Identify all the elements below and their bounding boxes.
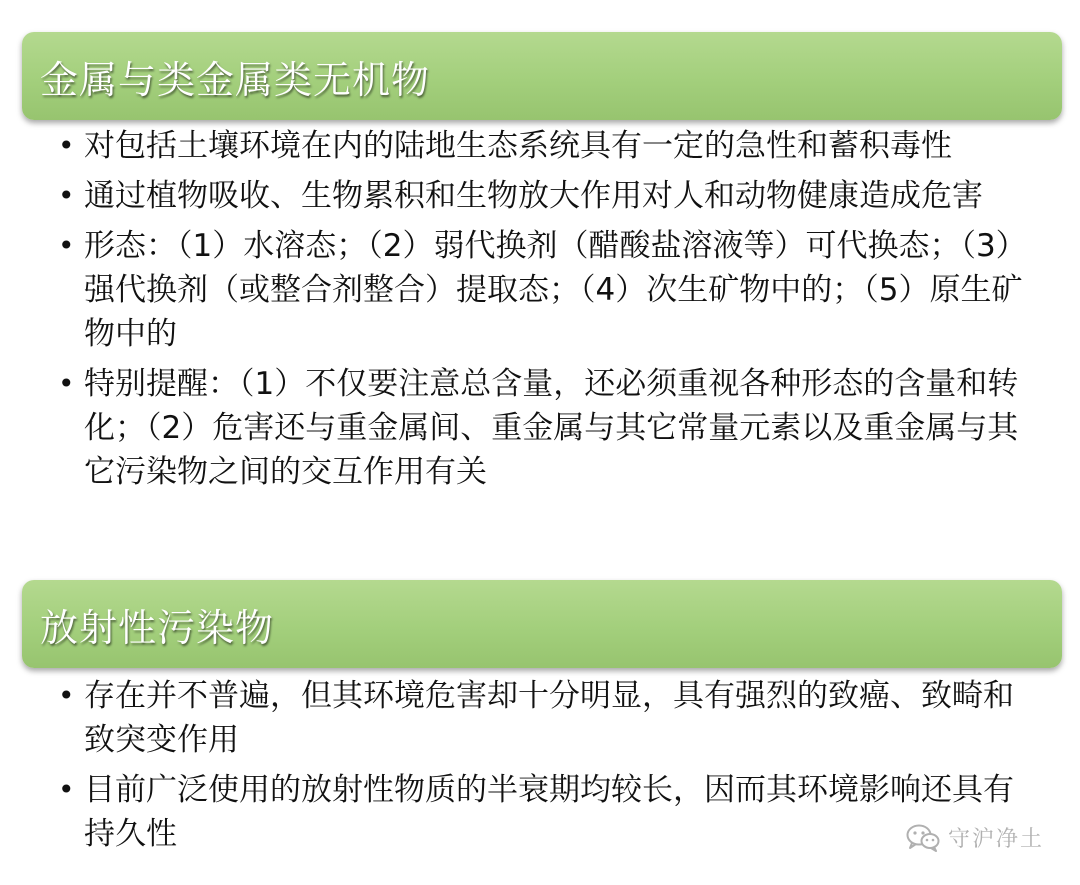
bullet-list-inorganic — [58, 124, 1038, 500]
wechat-icon — [906, 824, 940, 852]
list-item — [58, 174, 1038, 218]
section-header-radioactive — [22, 580, 1062, 668]
watermark-text: 守沪净土 — [947, 827, 1044, 852]
watermark — [906, 822, 1044, 853]
section-header-inorganic — [22, 32, 1062, 120]
section-title: 放射性污染物 — [40, 605, 275, 650]
bullet-text: 对包括土壤环境在内的陆地生态系统具有一定的急性和蓄积毒性 — [84, 128, 952, 164]
section-title: 金属与类金属类无机物 — [40, 57, 431, 102]
bullet-icon: • — [58, 229, 75, 262]
list-item — [58, 768, 1038, 856]
list-item — [58, 674, 1038, 762]
bullet-list-radioactive — [58, 674, 1038, 862]
bullet-icon: • — [58, 679, 75, 712]
bullet-text: 形态：（1）水溶态；（2）弱代换剂（醋酸盐溶液等）可代换态；（3）强代换剂（或整合剂整合）提取态；（4）次生矿物中的；（5）原生矿物中的 — [84, 228, 1027, 352]
bullet-icon: • — [58, 367, 75, 400]
bullet-icon: • — [58, 773, 75, 806]
list-item — [58, 124, 1038, 168]
bullet-text: 目前广泛使用的放射性物质的半衰期均较长，因而其环境影响还具有持久性 — [84, 772, 1014, 852]
bullet-text: 存在并不普遍，但其环境危害却十分明显，具有强烈的致癌、致畸和致突变作用 — [84, 678, 1014, 758]
list-item — [58, 362, 1038, 494]
bullet-icon: • — [58, 179, 75, 212]
bullet-icon: • — [58, 129, 75, 162]
bullet-text: 通过植物吸收、生物累积和生物放大作用对人和动物健康造成危害 — [84, 178, 983, 214]
bullet-text: 特别提醒：（1）不仅要注意总含量，还必须重视各种形态的含量和转化；（2）危害还与重金属间、重金属与其它常量元素以及重金属与其它污染物之间的交互作用有关 — [84, 366, 1019, 490]
list-item — [58, 224, 1038, 356]
